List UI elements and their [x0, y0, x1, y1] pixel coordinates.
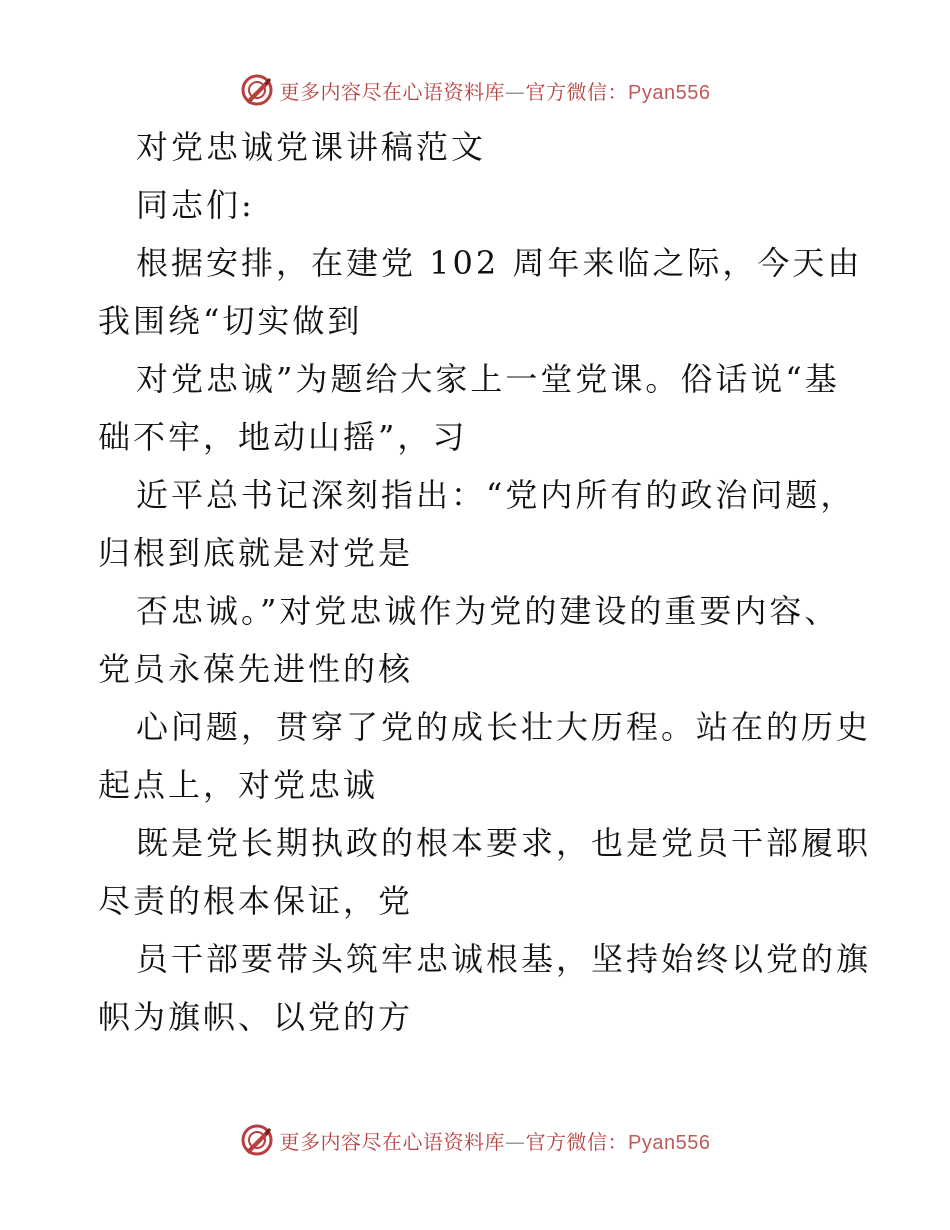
watermark-wechat-label: 官方微信：: [525, 1129, 629, 1154]
watermark-wechat-id: Pyan556: [628, 81, 711, 104]
text-line: 员干部要带头筑牢忠诚根基，坚持始终以党的旗: [136, 940, 872, 978]
text-line: 归根到底就是对党是: [98, 534, 414, 572]
watermark-wechat-id: Pyan556: [628, 1131, 711, 1154]
watermark-text: [280, 76, 711, 105]
text-line: 心问题，贯穿了党的成长壮大历程。站在的历史: [136, 708, 872, 746]
brand-logo-icon: [240, 73, 274, 107]
text-line: 我围绕“切实做到: [98, 302, 363, 340]
text-line: 起点上，对党忠诚: [98, 766, 379, 804]
document-body: [98, 118, 872, 1046]
watermark-separator: —: [505, 79, 526, 104]
text-line: 既是党长期执政的根本要求，也是党员干部履职: [136, 824, 872, 862]
document-title: 对党忠诚党课讲稿范文: [136, 128, 487, 166]
text-line: 党员永葆先进性的核: [98, 650, 414, 688]
watermark-separator: —: [505, 1129, 526, 1154]
text-line: 础不牢，地动山摇”，习: [98, 418, 468, 456]
text-line: 近平总书记深刻指出：“党内所有的政治问题，: [136, 476, 856, 514]
text-line: 对党忠诚”为题给大家上一堂党课。俗话说“基: [136, 360, 840, 398]
footer-watermark: [0, 1120, 950, 1160]
brand-logo-icon: [240, 1123, 274, 1157]
text-line: 帜为旗帜、以党的方: [98, 998, 414, 1036]
header-watermark: [0, 70, 950, 110]
watermark-site: 更多内容尽在心语资料库: [279, 79, 506, 104]
salutation: 同志们:: [136, 186, 255, 224]
watermark-text: [280, 1126, 711, 1155]
text-line: 否忠诚。”对党忠诚作为党的建设的重要内容、: [136, 592, 840, 630]
watermark-wechat-label: 官方微信：: [525, 79, 629, 104]
text-line: 根据安排，在建党 102 周年来临之际，今天由: [136, 244, 863, 282]
watermark-site: 更多内容尽在心语资料库: [279, 1129, 506, 1154]
text-line: 尽责的根本保证，党: [98, 882, 414, 920]
